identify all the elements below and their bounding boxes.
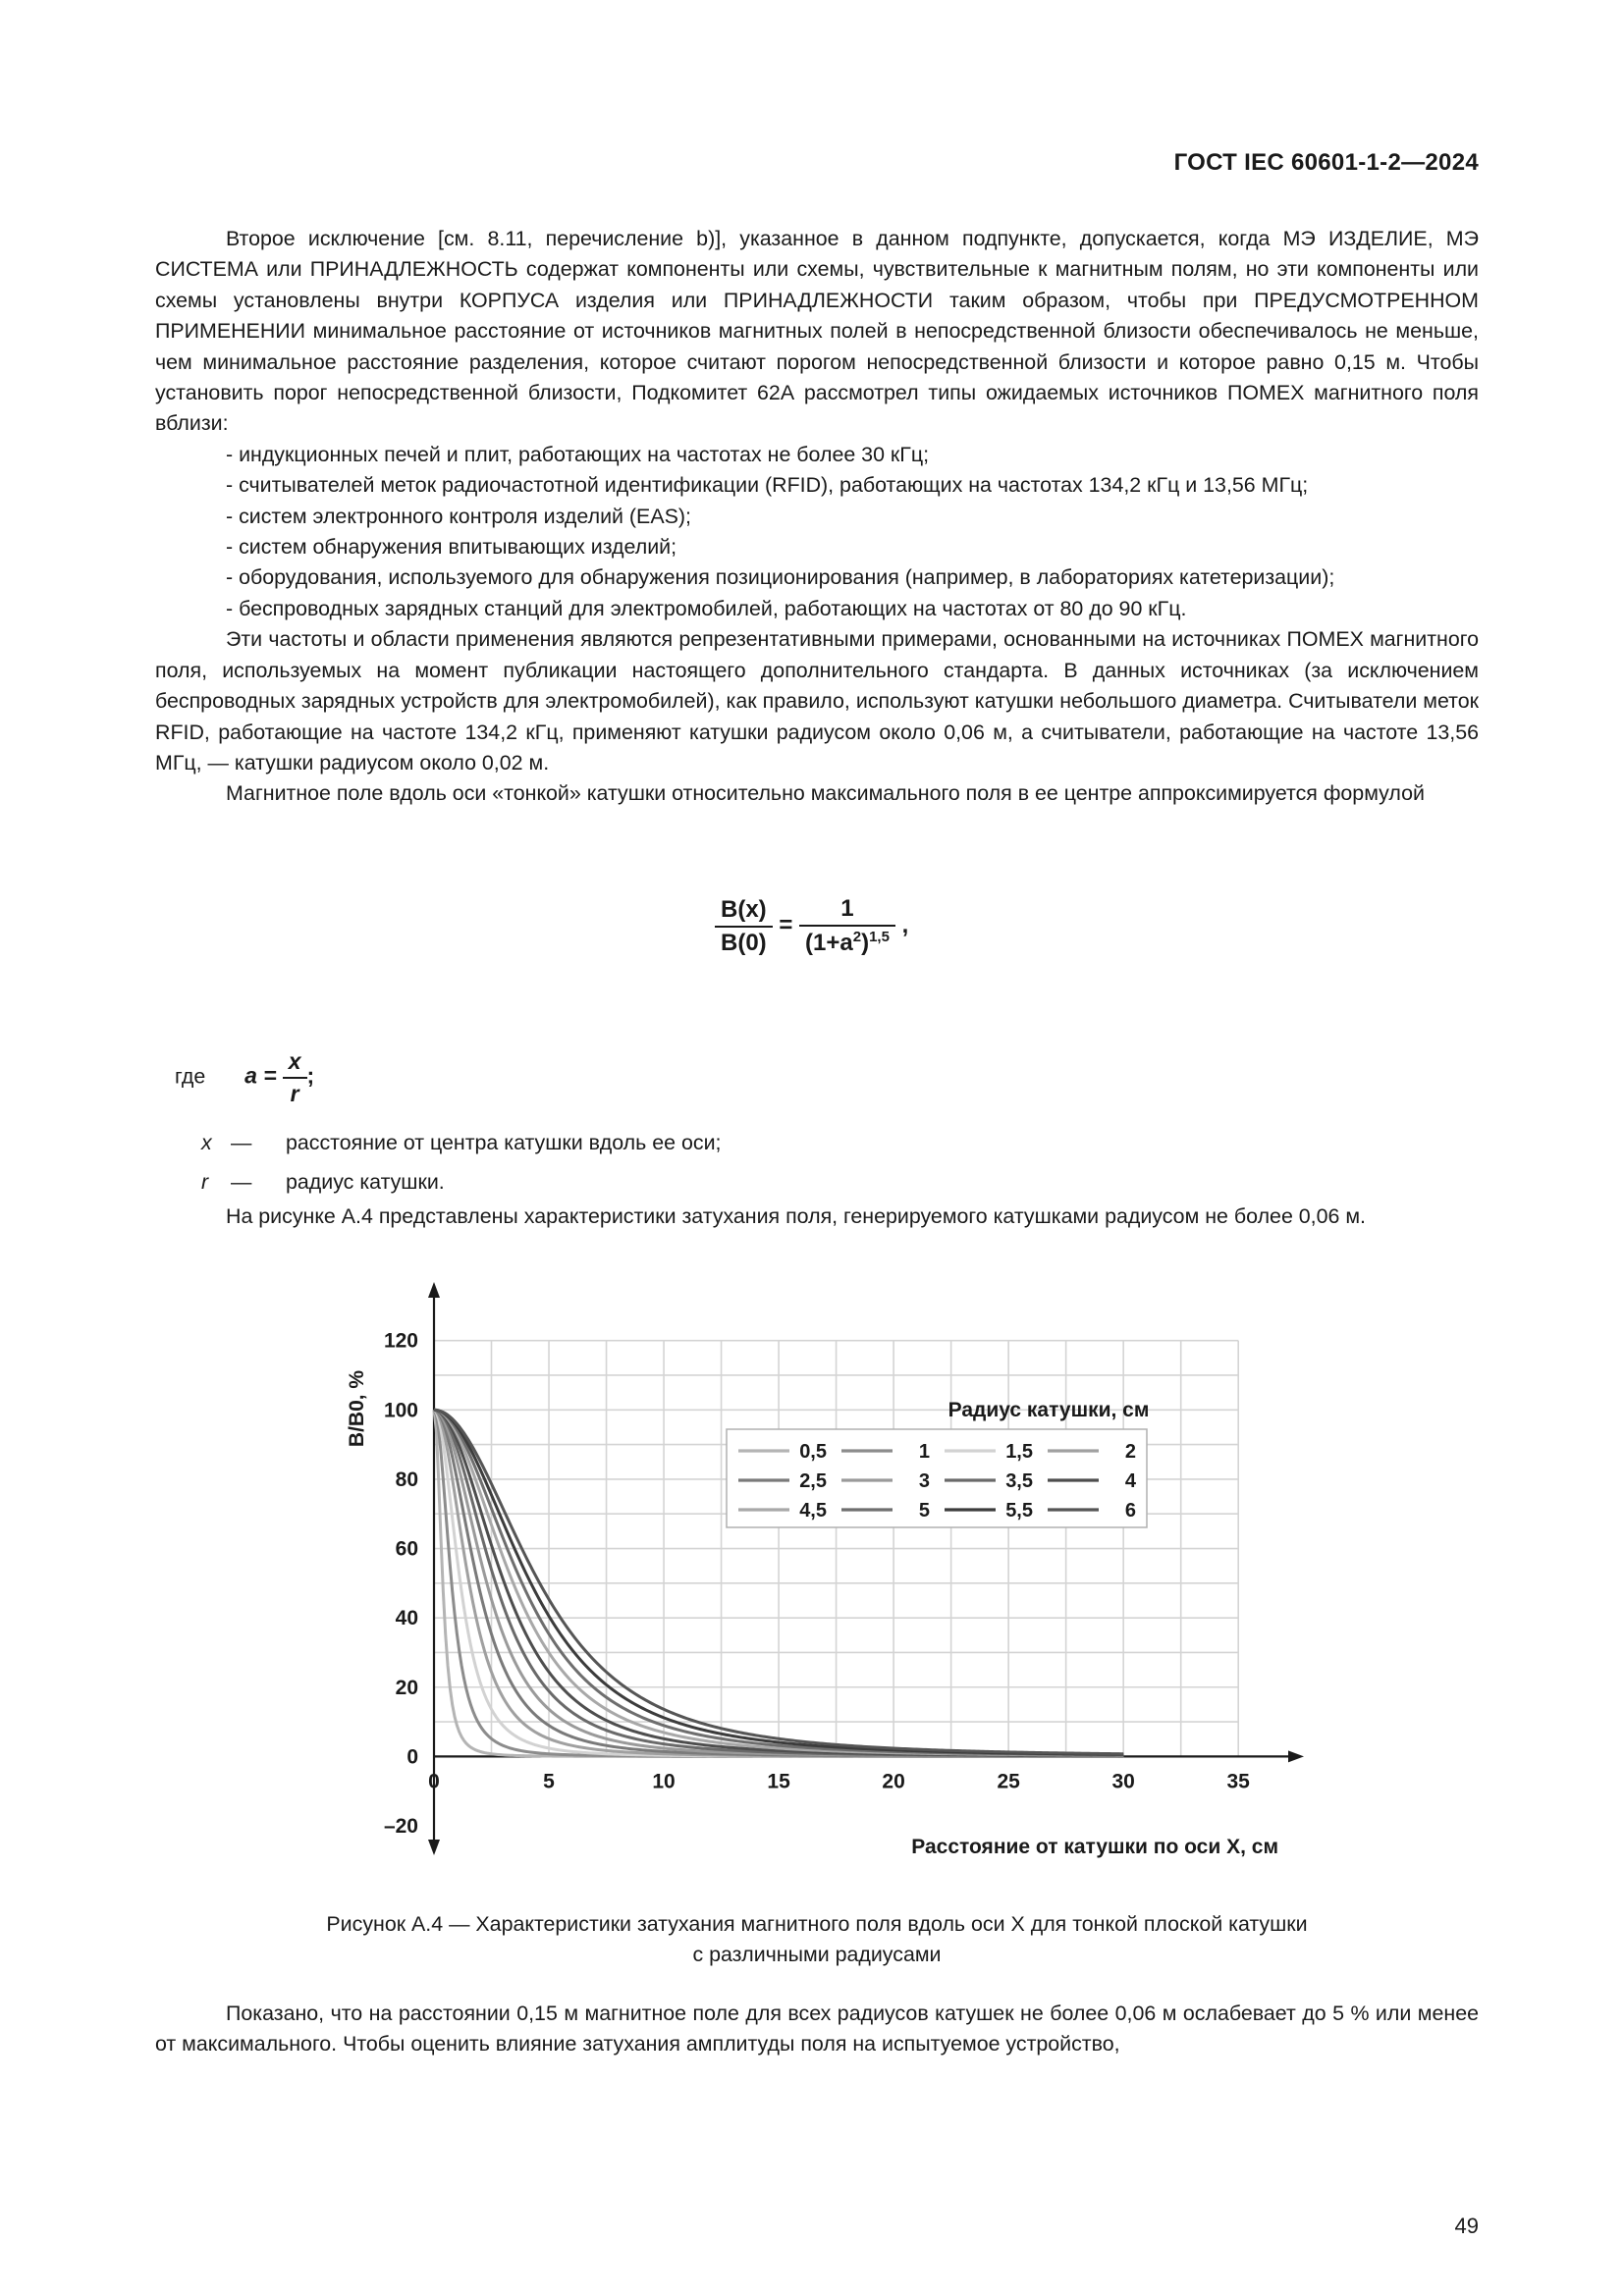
- list-item: - считывателей меток радиочастотной идентификации (RFID), работающих на частотах 134,2 кГц и 13,56 МГц;: [226, 473, 1309, 498]
- paragraph-5: Показано, что на расстоянии 0,15 м магнитное поле для всех радиусов катушек не более 0,06 м ослабевает до 5 % или менее от максимального. Чтобы оценить влияние затухания амплитуды поля на испытуемое устройство,: [155, 2002, 1479, 2056]
- x-tick-label: 0: [428, 1770, 440, 1793]
- legend-label: 6: [1124, 1500, 1136, 1522]
- legend-label: 3,5: [1005, 1470, 1033, 1492]
- definitions-list: [201, 1123, 721, 1201]
- figure-a4-chart: [324, 1276, 1306, 1870]
- formula-exponent: 1,5: [869, 929, 890, 945]
- y-tick-label: 100: [383, 1399, 418, 1422]
- formula-rhs: [799, 895, 895, 957]
- legend-label: 2: [1124, 1441, 1136, 1463]
- where-numerator: x: [288, 1048, 301, 1074]
- x-axis-arrow-icon: [1288, 1750, 1304, 1762]
- x-tick-label: 20: [882, 1770, 905, 1793]
- paragraph-3: Магнитное поле вдоль оси «тонкой» катушки относительно максимального поля в ее центре аппроксимируется формулой: [226, 781, 1425, 806]
- where-fraction: [283, 1048, 307, 1107]
- x-tick-label: 30: [1111, 1770, 1135, 1793]
- formula-trail: ,: [901, 911, 909, 938]
- formula-lhs-numerator: B(x): [721, 895, 767, 923]
- x-tick-label: 10: [652, 1770, 676, 1793]
- formula-lhs: [715, 896, 773, 957]
- list-item: - беспроводных зарядных станций для электромобилей, работающих на частотах от 80 до 90 кГц.: [226, 596, 1187, 620]
- formula-lhs-denominator: B(0): [715, 926, 773, 957]
- y-tick-label: 80: [395, 1468, 418, 1491]
- y-axis-up-arrow-icon: [428, 1282, 440, 1298]
- y-tick-label: –20: [383, 1815, 418, 1838]
- legend-label: 2,5: [799, 1470, 827, 1492]
- formula-den-close: ): [861, 930, 870, 956]
- x-tick-label: 35: [1226, 1770, 1250, 1793]
- chart-axes: [428, 1282, 1304, 1855]
- document-header: ГОСТ IEC 60601-1-2—2024: [1173, 149, 1479, 176]
- y-tick-label: 40: [395, 1607, 418, 1630]
- caption-line-1: Рисунок А.4 — Характеристики затухания магнитного поля вдоль оси X для тонкой плоской катушки: [326, 1912, 1308, 1936]
- where-denominator: r: [283, 1077, 307, 1107]
- paragraph-4: На рисунке А.4 представлены характеристики затухания поля, генерируемого катушками радиусом не более 0,06 м.: [226, 1204, 1367, 1228]
- definition-symbol: r: [201, 1170, 209, 1194]
- list-item: - систем обнаружения впитывающих изделий;: [226, 535, 677, 560]
- paragraph-2: Эти частоты и области применения являются репрезентативными примерами, основанными на источниках ПОМЕХ магнитного поля, используемых на момент публикации настоящего дополнительного стандарта. В данных источниках (за исключением беспроводных зарядных устройств для электромобилей), как правило, используют катушки небольшого диаметра. Считыватели меток RFID, работающие на частоте 134,2 кГц, применяют катушки радиусом около 0,06 м, а считыватели, работающие на частоте 13,56 МГц, — катушки радиусом около 0,02 м.: [155, 627, 1479, 774]
- body-text-upper: [155, 224, 1479, 810]
- legend-label: 5: [918, 1500, 930, 1522]
- list-item: - систем электронного контроля изделий (EAS);: [226, 504, 691, 528]
- where-trail: ;: [306, 1062, 315, 1089]
- where-word: где: [175, 1064, 206, 1089]
- x-tick-label: 15: [767, 1770, 790, 1793]
- x-tick-label: 25: [997, 1770, 1020, 1793]
- y-tick-label: 60: [395, 1537, 418, 1561]
- legend-label: 1,5: [1005, 1441, 1033, 1463]
- legend-label: 1: [918, 1441, 930, 1463]
- formula-rhs-denominator: [799, 925, 895, 957]
- y-axis-label: B/B0, %: [346, 1369, 368, 1448]
- figure-caption: [155, 1909, 1479, 1970]
- y-tick-label: 20: [395, 1676, 418, 1699]
- where-lhs: a =: [244, 1062, 277, 1089]
- formula-rhs-numerator: 1: [840, 895, 854, 922]
- y-tick-label: 0: [406, 1745, 418, 1769]
- y-axis-down-arrow-icon: [428, 1840, 440, 1855]
- legend-label: 4: [1124, 1470, 1136, 1492]
- definition-dash: —: [231, 1170, 252, 1194]
- chart-legend: [727, 1429, 1147, 1527]
- legend-label: 0,5: [799, 1441, 827, 1463]
- page-number: 49: [1454, 2214, 1479, 2238]
- attenuation-chart-svg: [324, 1276, 1306, 1865]
- list-item: - индукционных печей и плит, работающих на частотах не более 30 кГц;: [226, 442, 930, 466]
- attenuation-formula: [715, 895, 908, 957]
- formula-equals: =: [779, 911, 793, 938]
- body-text-middle: [155, 1201, 1479, 1232]
- legend-title: Радиус катушки, см: [947, 1399, 1150, 1421]
- formula-den-square: 2: [852, 929, 862, 945]
- definition-row: [201, 1162, 721, 1201]
- where-clause: [175, 1048, 314, 1107]
- legend-label: 5,5: [1005, 1500, 1033, 1522]
- legend-label: 3: [918, 1470, 930, 1492]
- legend-box: [727, 1429, 1147, 1527]
- definition-text: расстояние от центра катушки вдоль ее оси;: [286, 1131, 722, 1154]
- y-tick-label: 120: [383, 1329, 418, 1353]
- paragraph-1: Второе исключение [см. 8.11, перечисление b)], указанное в данном подпункте, допускается, когда МЭ ИЗДЕЛИЕ, МЭ СИСТЕМА или ПРИНАДЛЕЖНОСТЬ содержат компоненты или схемы, чувствительные к магнитным полям, но эти компоненты или схемы установлены внутри КОРПУСА изделия или ПРИНАДЛЕЖНОСТИ таким образом, чтобы при ПРЕДУСМОТРЕННОМ ПРИМЕНЕНИИ минимальное расстояние от источников магнитных полей в непосредственной близости обеспечивалось не меньше, чем минимальное расстояние разделения, которое считают порогом непосредственной близости и которое равно 0,15 м. Чтобы установить порог непосредственной близости, Подкомитет 62А рассмотрел типы ожидаемых источников ПОМЕХ магнитного поля вблизи:: [155, 227, 1479, 436]
- formula-den-open: (1+a: [805, 930, 853, 956]
- caption-line-2: с различными радиусами: [692, 1943, 942, 1966]
- legend-label: 4,5: [799, 1500, 827, 1522]
- x-tick-label: 5: [543, 1770, 555, 1793]
- definition-symbol: x: [201, 1131, 212, 1154]
- definition-row: [201, 1123, 721, 1162]
- definition-dash: —: [231, 1131, 252, 1154]
- x-axis-label: Расстояние от катушки по оси X, см: [911, 1836, 1278, 1858]
- body-text-lower: [155, 1999, 1479, 2060]
- definition-text: радиус катушки.: [286, 1170, 445, 1194]
- list-item: - оборудования, используемого для обнаружения позиционирования (например, в лабораториях катетеризации);: [226, 565, 1335, 590]
